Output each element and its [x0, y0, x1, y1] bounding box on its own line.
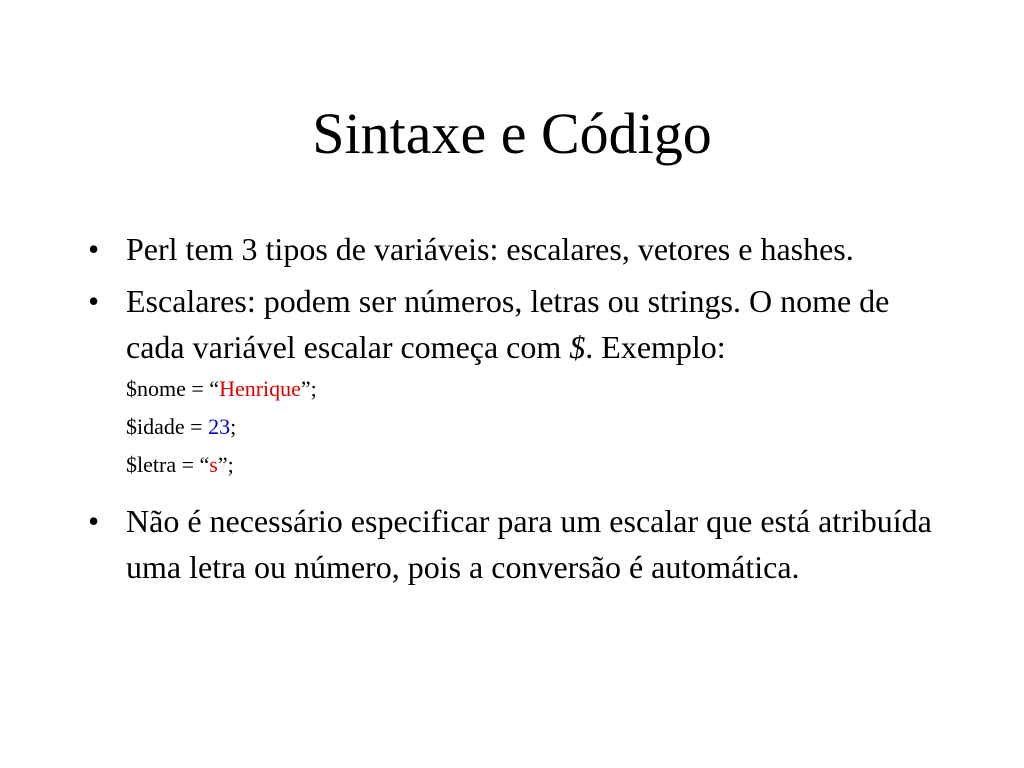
code-line-nome — [88, 376, 948, 402]
code-suffix: ”; — [217, 452, 234, 477]
code-number-value: 23 — [208, 414, 231, 439]
bullet-icon: • — [88, 283, 100, 319]
code-prefix: $idade = — [126, 414, 209, 439]
bullet-text: Não é necessário especificar para um escalar que está atribuída uma letra ou número, pois a conversão é automática. — [126, 503, 932, 585]
bullet-text-after: . Exemplo: — [585, 329, 726, 365]
code-suffix: ; — [230, 414, 237, 439]
slide-content — [88, 226, 948, 596]
code-string-value: s — [209, 452, 218, 477]
bullet-text-before: Escalares: podem ser números, letras ou strings. O nome de cada variável escalar começa com — [126, 283, 890, 365]
scalar-symbol: $ — [569, 329, 586, 365]
bullet-icon: • — [88, 231, 100, 267]
code-prefix: $letra = “ — [126, 452, 210, 477]
code-example — [88, 376, 948, 478]
code-line-letra — [88, 452, 948, 478]
bullet-text: Perl tem 3 tipos de variáveis: escalares, vetores e hashes. — [126, 231, 854, 267]
code-string-value: Henrique — [219, 376, 301, 401]
code-line-idade — [88, 414, 948, 440]
code-suffix: ”; — [300, 376, 317, 401]
bullet-item-conversion — [88, 498, 948, 590]
bullet-icon: • — [88, 503, 100, 539]
code-prefix: $nome = “ — [126, 376, 220, 401]
slide-title: Sintaxe e Código — [312, 101, 712, 166]
bullet-item-scalars — [88, 278, 948, 370]
bullet-item-variable-types — [88, 226, 948, 272]
